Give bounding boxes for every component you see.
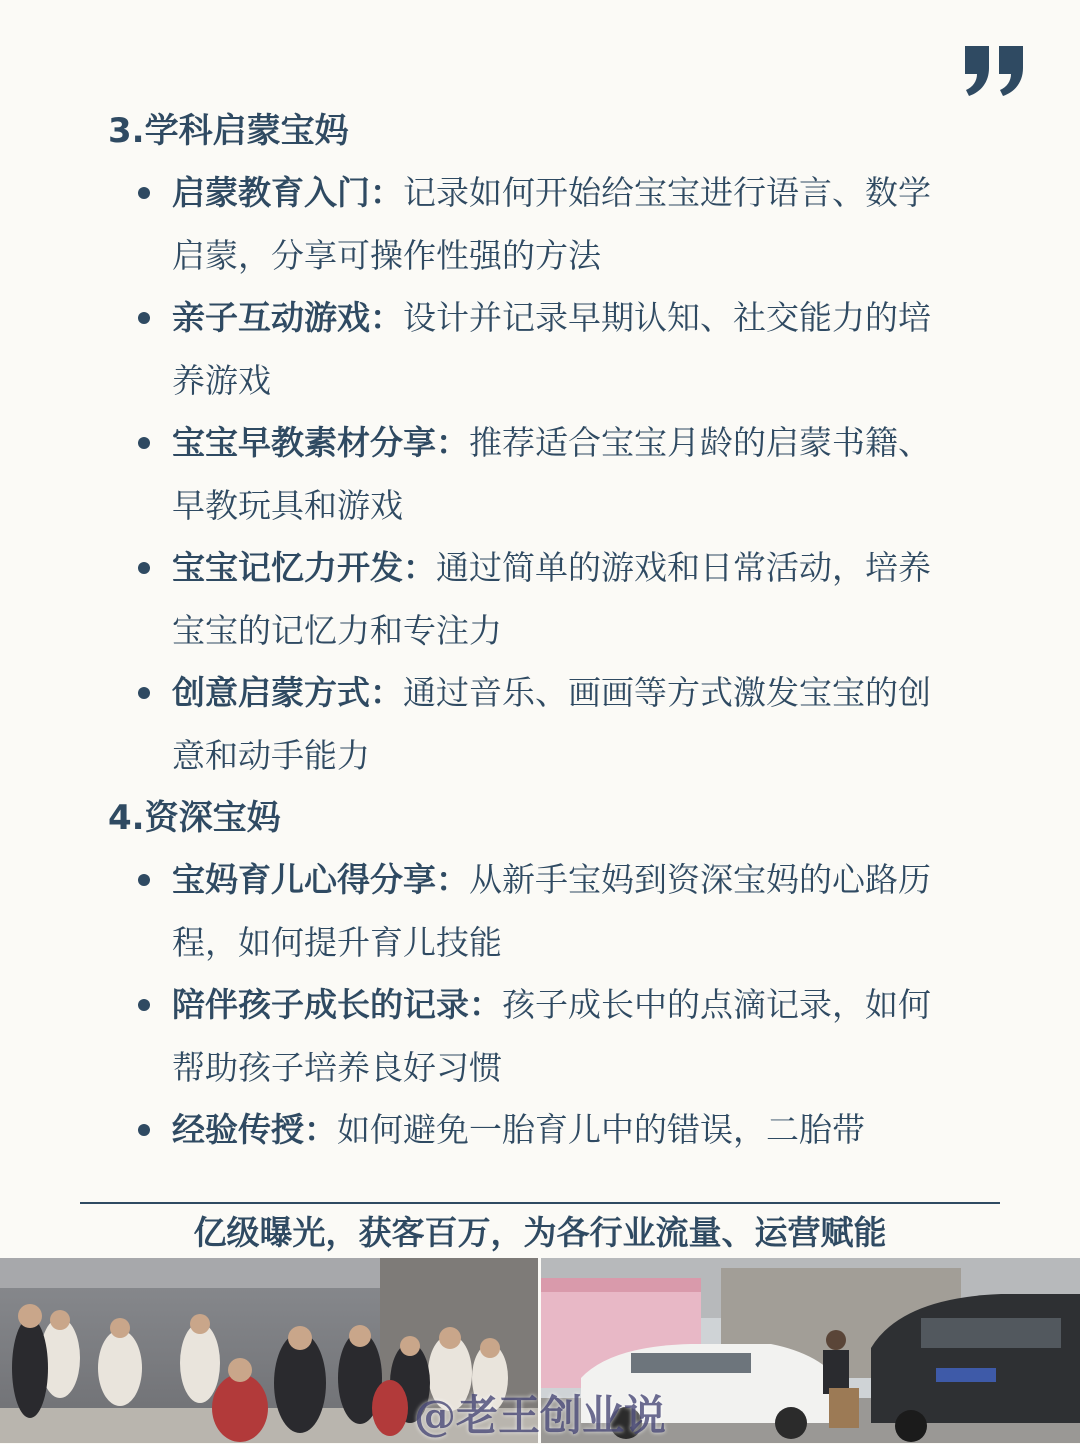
list-item	[108, 974, 952, 1099]
banner-slogan: 亿级曝光，获客百万，为各行业流量、运营赋能	[193, 1213, 887, 1252]
item-list	[108, 162, 988, 787]
list-item	[108, 1099, 952, 1162]
list-item	[108, 537, 952, 662]
section-title: 3.学科启蒙宝妈	[108, 111, 349, 151]
item-desc: 通过简单的游戏和日常活动，培养宝宝的记忆力和专注力	[172, 548, 931, 650]
item-term: 经验传授：	[172, 1110, 337, 1149]
list-item	[108, 162, 952, 287]
bullet-icon	[138, 999, 150, 1011]
item-term: 创意启蒙方式：	[172, 673, 403, 712]
list-item	[108, 412, 952, 537]
bullet-icon	[138, 312, 150, 324]
item-desc: 记录如何开始给宝宝进行语言、数学启蒙，分享可操作性强的方法	[172, 173, 931, 275]
bullet-icon	[138, 437, 150, 449]
list-item	[108, 662, 952, 787]
item-desc: 如何避免一胎育儿中的错误，二胎带	[337, 1110, 865, 1149]
item-desc: 设计并记录早期认知、社交能力的培养游戏	[172, 298, 931, 400]
item-list	[108, 849, 988, 1162]
item-desc: 推荐适合宝宝月龄的启蒙书籍、早教玩具和游戏	[172, 423, 931, 525]
footer-divider	[80, 1202, 1000, 1204]
closing-quote-icon	[962, 36, 1028, 102]
section-experienced-mom	[108, 787, 988, 1162]
author-watermark: @老王创业说	[413, 1391, 666, 1440]
item-desc: 孩子成长中的点滴记录，如何帮助孩子培养良好习惯	[172, 985, 931, 1087]
bullet-icon	[138, 562, 150, 574]
list-item	[108, 287, 952, 412]
item-term: 陪伴孩子成长的记录：	[172, 985, 502, 1024]
bullet-icon	[138, 1124, 150, 1136]
section-subject-enlightenment	[108, 100, 988, 787]
bullet-icon	[138, 187, 150, 199]
item-desc: 从新手宝妈到资深宝妈的心路历程，如何提升育儿技能	[172, 860, 931, 962]
item-term: 亲子互动游戏：	[172, 298, 403, 337]
item-term: 启蒙教育入门：	[172, 173, 403, 212]
item-term: 宝宝记忆力开发：	[172, 548, 436, 587]
article-content	[108, 100, 988, 1162]
section-title: 4.资深宝妈	[108, 798, 281, 838]
item-term: 宝宝早教素材分享：	[172, 423, 469, 462]
list-item	[108, 849, 952, 974]
item-term: 宝妈育儿心得分享：	[172, 860, 469, 899]
item-desc: 通过音乐、画画等方式激发宝宝的创意和动手能力	[172, 673, 931, 775]
bullet-icon	[138, 874, 150, 886]
bullet-icon	[138, 687, 150, 699]
